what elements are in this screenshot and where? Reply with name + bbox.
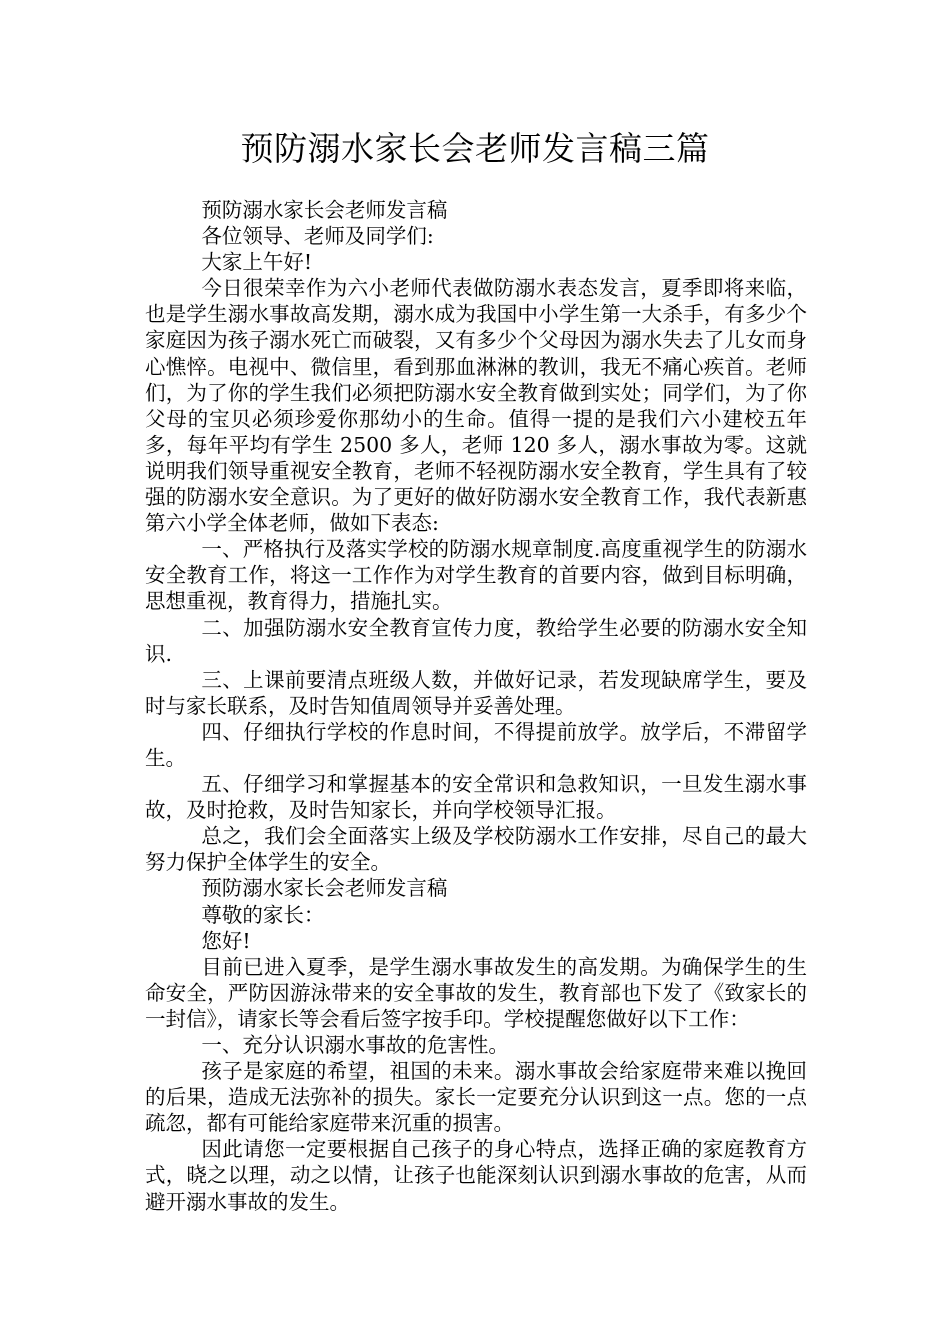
paragraph: 一、严格执行及落实学校的防溺水规章制度.高度重视学生的防溺水安全教育工作，将这一工作作为对学生教育的首要内容，做到目标明确，思想重视，教育得力，措施扎实。 xyxy=(145,537,807,614)
paragraph: 五、仔细学习和掌握基本的安全常识和急救知识，一旦发生溺水事故，及时抢救，及时告知家长，并向学校领导汇报。 xyxy=(145,772,807,823)
paragraph: 三、上课前要清点班级人数，并做好记录，若发现缺席学生，要及时与家长联系，及时告知值周领导并妥善处理。 xyxy=(145,667,807,718)
salutation: 各位领导、老师及同学们: xyxy=(201,224,434,249)
greeting: 您好! xyxy=(201,928,251,953)
paragraph: 因此请您一定要根据自己孩子的身心特点，选择正确的家庭教育方式，晓之以理，动之以情，让孩子也能深刻认识到溺水事故的危害，从而避开溺水事故的发生。 xyxy=(145,1137,807,1214)
paragraph: 一、充分认识溺水事故的危害性。 xyxy=(201,1033,509,1057)
section-heading: 预防溺水家长会老师发言稿 xyxy=(201,198,448,222)
document-title: 预防溺水家长会老师发言稿三篇 xyxy=(240,129,710,168)
paragraph: 二、加强防溺水安全教育宣传力度，教给学生必要的防溺水安全知识. xyxy=(145,615,807,666)
paragraph: 目前已进入夏季，是学生溺水事故发生的高发期。为确保学生的生命安全，严防因游泳带来的安全事故的发生，教育部也下发了《致家长的一封信》，请家长等会看后签字按手印。学校提醒您做好以下工作： xyxy=(145,954,807,1031)
paragraph: 总之，我们会全面落实上级及学校防溺水工作安排，尽自己的最大努力保护全体学生的安全。 xyxy=(145,824,807,875)
paragraph: 孩子是家庭的希望，祖国的未来。溺水事故会给家庭带来难以挽回的后果，造成无法弥补的损失。家长一定要充分认识到这一点。您的一点疏忽，都有可能给家庭带来沉重的损害。 xyxy=(145,1059,807,1136)
section-heading: 预防溺水家长会老师发言稿 xyxy=(201,876,448,901)
paragraph: 四、仔细执行学校的作息时间，不得提前放学。放学后，不滞留学生。 xyxy=(145,719,807,770)
paragraph: 今日很荣幸作为六小老师代表做防溺水表态发言，夏季即将来临，也是学生溺水事故高发期，溺水成为我国中小学生第一大杀手，有多少个家庭因为孩子溺水死亡而破裂，又有多少个父母因为溺水失去了儿女而身心憔悴。电视中、微信里，看到那血淋淋的教训，我无不痛心疾首。老师们，为了你的学生我们必须把防溺水安全教育做到实处；同学们，为了你父母的宝贝必须珍爱你那幼小的生命。值得一提的是我们六小建校五年多，每年平均有学生 2500 多人，老师 120 多人，溺水事故为零。这就说明我们领导重视安全教育，老师不轻视防溺水安全教育，学生具有了较强的防溺水安全意识。为了更好的做好防溺水安全教育工作，我代表新惠第六小学全体老师，做如下表态: xyxy=(145,276,807,536)
greeting: 大家上午好! xyxy=(201,250,313,275)
salutation: 尊敬的家长： xyxy=(201,902,325,927)
document-body xyxy=(145,197,807,1215)
